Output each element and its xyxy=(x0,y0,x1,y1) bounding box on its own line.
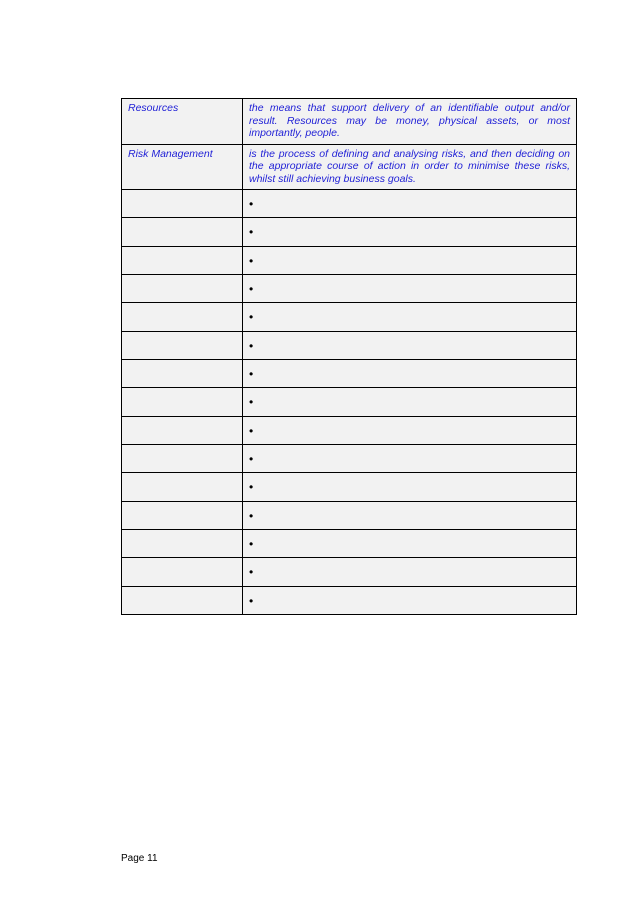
blank-definition-cell xyxy=(243,246,577,274)
glossary-blank-row xyxy=(122,331,577,359)
blank-definition-cell xyxy=(243,473,577,501)
glossary-blank-row xyxy=(122,473,577,501)
glossary-blank-row xyxy=(122,558,577,586)
blank-definition-cell xyxy=(243,331,577,359)
blank-term-cell xyxy=(122,190,243,218)
blank-definition-cell xyxy=(243,558,577,586)
glossary-blank-row xyxy=(122,303,577,331)
glossary-blank-row xyxy=(122,501,577,529)
glossary-blank-row xyxy=(122,416,577,444)
blank-term-cell xyxy=(122,473,243,501)
glossary-blank-row xyxy=(122,445,577,473)
blank-term-cell xyxy=(122,246,243,274)
bullet-icon: • xyxy=(249,253,254,268)
blank-term-cell xyxy=(122,558,243,586)
glossary-row-risk-management xyxy=(122,144,577,190)
bullet-icon: • xyxy=(249,593,254,608)
blank-term-cell xyxy=(122,360,243,388)
bullet-icon: • xyxy=(249,452,254,467)
blank-definition-cell xyxy=(243,275,577,303)
glossary-term: Resources xyxy=(122,99,243,145)
glossary-blank-row xyxy=(122,530,577,558)
glossary-blank-row xyxy=(122,388,577,416)
blank-definition-cell xyxy=(243,586,577,614)
glossary-blank-row xyxy=(122,246,577,274)
glossary-blank-row xyxy=(122,218,577,246)
blank-term-cell xyxy=(122,331,243,359)
bullet-icon: • xyxy=(249,480,254,495)
page-number: Page 11 xyxy=(121,853,158,864)
glossary-table xyxy=(121,98,577,615)
blank-definition-cell xyxy=(243,530,577,558)
bullet-icon: • xyxy=(249,225,254,240)
blank-term-cell xyxy=(122,586,243,614)
bullet-icon: • xyxy=(249,338,254,353)
blank-definition-cell xyxy=(243,388,577,416)
blank-definition-cell xyxy=(243,303,577,331)
blank-term-cell xyxy=(122,445,243,473)
bullet-icon: • xyxy=(249,367,254,382)
blank-term-cell xyxy=(122,275,243,303)
blank-definition-cell xyxy=(243,501,577,529)
bullet-icon: • xyxy=(249,565,254,580)
blank-term-cell xyxy=(122,416,243,444)
bullet-icon: • xyxy=(249,197,254,211)
blank-term-cell xyxy=(122,303,243,331)
glossary-term: Risk Management xyxy=(122,144,243,190)
bullet-icon: • xyxy=(249,310,254,325)
blank-term-cell xyxy=(122,501,243,529)
bullet-icon: • xyxy=(249,282,254,297)
glossary-blank-row xyxy=(122,586,577,614)
blank-definition-cell xyxy=(243,218,577,246)
glossary-definition: is the process of defining and analysing risks, and then deciding on the appropriate course of action in order to minimise these risks, whilst still achieving business goals. xyxy=(243,144,577,190)
glossary-blank-row xyxy=(122,190,577,218)
bullet-icon: • xyxy=(249,537,254,552)
bullet-icon: • xyxy=(249,423,254,438)
glossary-blank-row xyxy=(122,360,577,388)
blank-definition-cell xyxy=(243,360,577,388)
glossary-row-resources xyxy=(122,99,577,145)
blank-definition-cell xyxy=(243,445,577,473)
glossary-blank-row xyxy=(122,275,577,303)
bullet-icon: • xyxy=(249,395,254,410)
blank-definition-cell xyxy=(243,416,577,444)
blank-definition-cell xyxy=(243,190,577,218)
glossary-definition: the means that support delivery of an identifiable output and/or result. Resources may be money, physical assets, or most importantly, people. xyxy=(243,99,577,145)
bullet-icon: • xyxy=(249,508,254,523)
blank-term-cell xyxy=(122,530,243,558)
blank-term-cell xyxy=(122,388,243,416)
blank-term-cell xyxy=(122,218,243,246)
